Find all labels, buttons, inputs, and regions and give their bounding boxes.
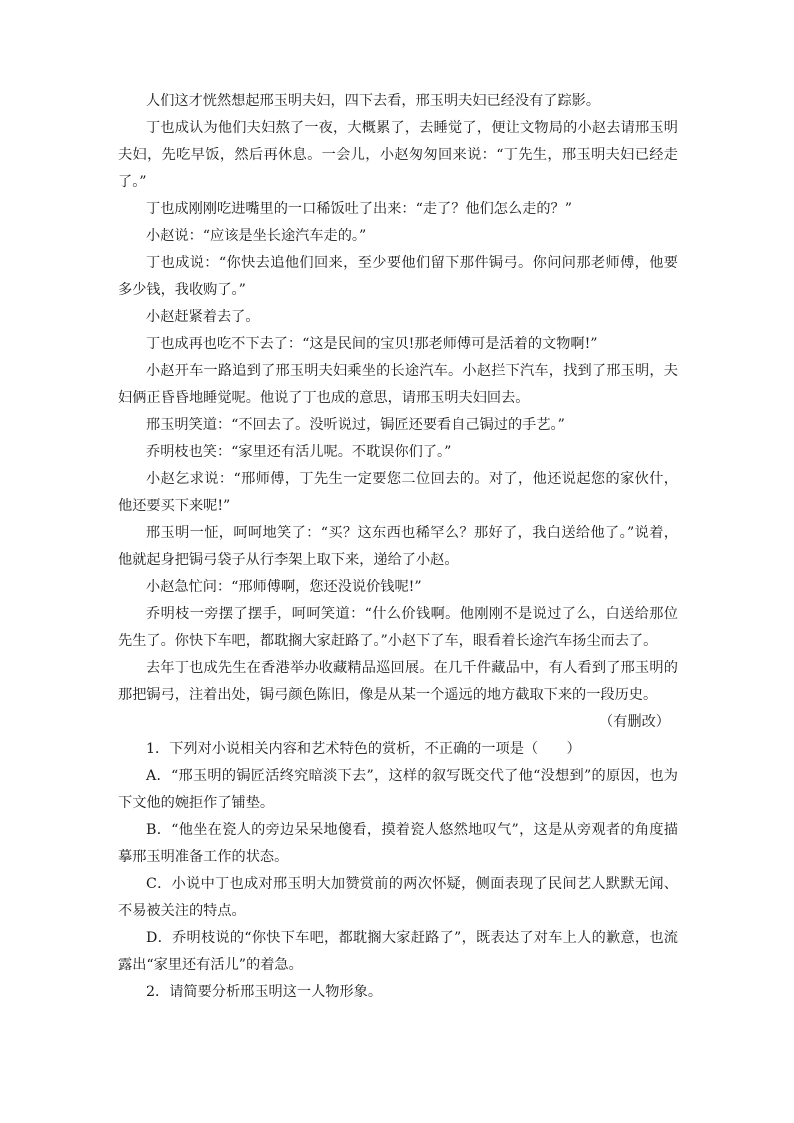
story-paragraph: 去年丁也成先生在香港举办收藏精品巡回展。在几千件藏品中，有人看到了邢玉明的那把锔弓，注着出处，锔弓颜色陈旧，像是从某一个遥远的地方截取下来的一段历史。 [118, 660, 678, 703]
story-paragraph: 丁也成再也吃不下去了：“这是民间的宝贝!那老师傅可是活着的文物啊!” [146, 336, 598, 352]
story-paragraph: 丁也成刚刚吃进嘴里的一口稀饭吐了出来：“走了？他们怎么走的？” [146, 201, 572, 217]
story-paragraph: 丁也成说：“你快去追他们回来，至少要他们留下那件锔弓。你问问那老师傅，他要多少钱，我收购了。” [118, 255, 678, 298]
story-paragraph: 小赵开车一路追到了邢玉明夫妇乘坐的长途汽车。小赵拦下汽车，找到了邢玉明，夫妇俩正昏昏地睡觉呢。他说了丁也成的意思，请邢玉明夫妇回去。 [118, 363, 678, 406]
story-paragraph: 乔明枝一旁摆了摆手，呵呵笑道：“什么价钱啊。他刚刚不是说过了么，白送给那位先生了。你快下车吧，都耽搁大家赶路了。”小赵下了车，眼看着长途汽车扬尘而去了。 [118, 606, 678, 649]
option-d: D．乔明枝说的“你快下车吧，都耽搁大家赶路了”，既表达了对车上人的歉意，也流露出“家里还有活儿”的着急。 [118, 930, 678, 973]
question-2: 2．请简要分析邢玉明这一人物形象。 [146, 984, 383, 1000]
source-note: （有删改） [599, 714, 670, 730]
question-1: 1．下列对小说相关内容和艺术特色的赏析，不正确的一项是（ ） [146, 741, 581, 757]
story-paragraph: 邢玉明笑道：“不回去了。没听说过，锔匠还要看自己锔过的手艺。” [146, 417, 565, 433]
story-paragraph: 人们这才恍然想起邢玉明夫妇，四下去看，邢玉明夫妇已经没有了踪影。 [146, 93, 601, 109]
story-paragraph: 小赵说：“应该是坐长途汽车走的。” [146, 228, 367, 244]
story-paragraph: 小赵赶紧着去了。 [146, 309, 260, 325]
option-b: B．“他坐在瓷人的旁边呆呆地傻看，摸着瓷人悠然地叹气”，这是从旁观者的角度描摹邢玉明准备工作的状态。 [118, 822, 678, 865]
document-page [118, 88, 678, 1006]
story-paragraph: 乔明枝也笑：“家里还有活儿呢。不耽误你们了。” [146, 444, 452, 460]
option-c: C．小说中丁也成对邢玉明大加赞赏前的两次怀疑，侧面表现了民间艺人默默无闻、不易被关注的特点。 [118, 876, 678, 919]
option-a: A．“邢玉明的锔匠活终究暗淡下去”，这样的叙写既交代了他“没想到”的原因，也为下文他的婉拒作了铺垫。 [118, 768, 678, 811]
story-paragraph: 邢玉明一怔，呵呵地笑了：“买？这东西也稀罕么？那好了，我白送给他了。”说着，他就起身把锔弓袋子从行李架上取下来，递给了小赵。 [118, 525, 678, 568]
story-paragraph: 小赵急忙问：“邢师傅啊，您还没说价钱呢!” [146, 579, 422, 595]
story-paragraph: 小赵乞求说：“邢师傅，丁先生一定要您二位回去的。对了，他还说起您的家伙什，他还要买下来呢!” [118, 471, 678, 514]
story-paragraph: 丁也成认为他们夫妇熬了一夜，大概累了，去睡觉了，便让文物局的小赵去请邢玉明夫妇，先吃早饭，然后再休息。一会儿，小赵匆匆回来说：“丁先生，邢玉明夫妇已经走了。” [118, 120, 678, 190]
